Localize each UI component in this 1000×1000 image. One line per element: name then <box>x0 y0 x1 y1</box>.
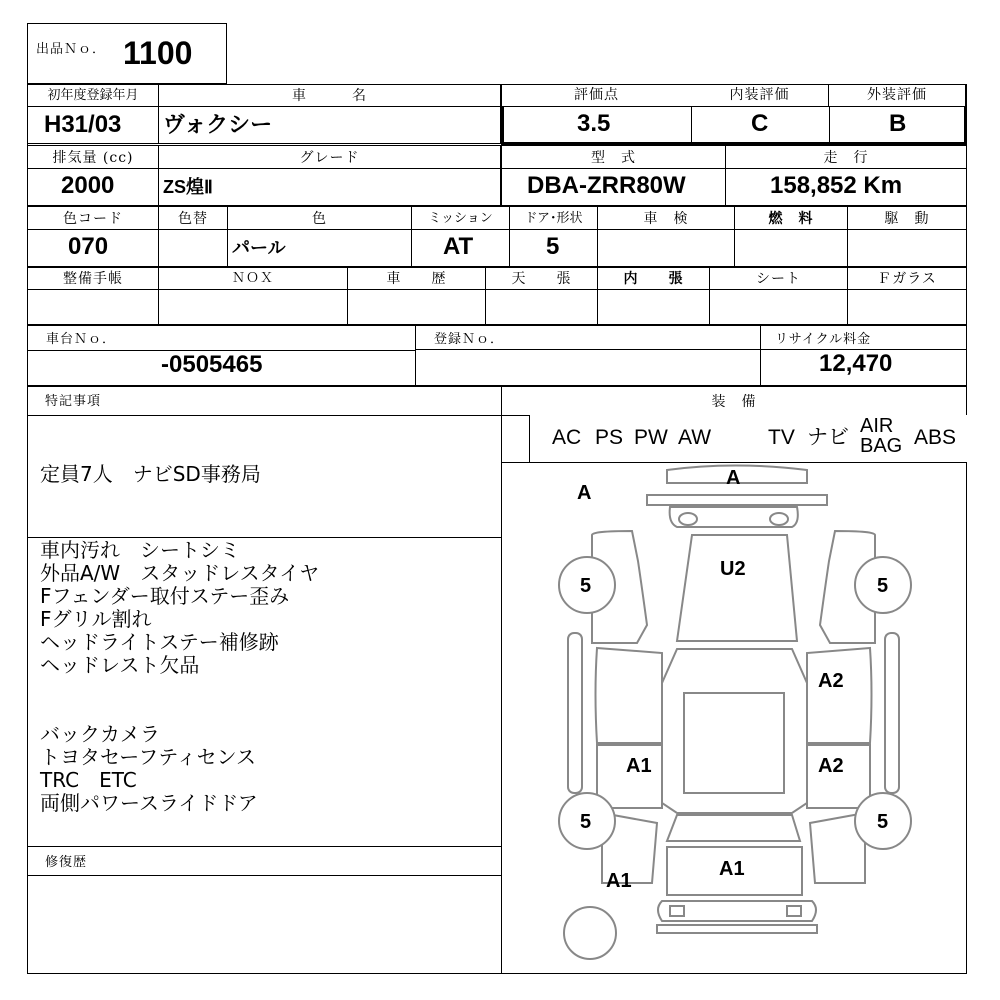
maint-label-cell <box>27 267 159 290</box>
cc-value-cell <box>27 168 159 206</box>
car-name-label-cell <box>158 84 501 107</box>
grade-value: ZS煌Ⅱ <box>163 177 213 197</box>
drive-label-cell <box>847 206 967 230</box>
mileage-value-cell <box>725 168 967 206</box>
recycle-value-cell <box>760 349 967 386</box>
mileage-value: 158,852 Km <box>770 172 903 199</box>
mark-front-left: A <box>577 482 592 504</box>
recolor-label: 色替 <box>178 211 208 227</box>
special-notes-line1: 定員7人 ナビSD事務局 <box>40 462 261 486</box>
equipment-item: AC <box>552 426 582 449</box>
seat-label: シート <box>756 271 801 287</box>
door-value-cell <box>509 229 598 267</box>
interior-trim-value-cell <box>597 289 710 325</box>
door-label: ドア･形状 <box>524 211 583 226</box>
roof-label-cell <box>485 267 598 290</box>
interior-trim-label: 内 張 <box>623 271 684 287</box>
recycle-fee-label: リサイクル料金 <box>775 332 872 347</box>
recolor-value-cell <box>158 229 228 267</box>
special-notes-label-cell <box>27 386 502 416</box>
mission-label: ミッション <box>428 211 493 226</box>
equipment-cell <box>529 415 547 463</box>
regno-label: 登録Ｎｏ． <box>434 332 505 347</box>
special-notes-cell <box>27 415 502 538</box>
mark-right-rear-door: A2 <box>818 755 844 777</box>
equipment-cell <box>546 415 586 463</box>
fuel-label: 燃 料 <box>768 211 814 227</box>
equipment-cell <box>908 415 967 463</box>
car-diagram-cell <box>501 462 967 974</box>
inspection-label-cell <box>597 206 735 230</box>
divider <box>691 107 692 143</box>
regno-value-cell <box>415 349 761 386</box>
interior-trim-label-cell <box>597 267 710 290</box>
mileage-label: 走 行 <box>823 150 869 166</box>
model-value-cell <box>501 168 726 206</box>
equipment-label-cell <box>501 386 967 416</box>
repair-history-label-cell <box>27 846 502 876</box>
grade-label-cell <box>158 145 501 169</box>
color-value-cell <box>227 229 412 267</box>
equipment-cell <box>717 415 765 463</box>
model-label: 型 式 <box>591 150 636 166</box>
special-notes-label: 特記事項 <box>45 394 102 409</box>
glass-label-cell <box>847 267 967 290</box>
equipment-cell <box>764 415 804 463</box>
spare-tire-icon <box>564 907 616 959</box>
score-value: 3.5 <box>577 110 611 137</box>
model-label-cell <box>501 145 726 169</box>
history-label: 車 歴 <box>386 271 447 287</box>
chassis-value-cell <box>27 350 416 386</box>
color-code-label: 色コード <box>63 211 123 227</box>
equipment-cell <box>855 415 909 463</box>
tire-rl-mark: 5 <box>580 811 592 833</box>
exterior-label-cell <box>829 85 965 107</box>
color-code-label-cell <box>27 206 159 230</box>
equipment-item: ABS <box>914 426 957 449</box>
nox-label: ＮＯＸ <box>231 271 274 286</box>
repair-history-cell <box>27 875 502 974</box>
exterior-grade-value: B <box>889 110 907 137</box>
car-diagram <box>502 463 966 973</box>
car-name-label: 車 名 <box>292 88 367 104</box>
roof-lining-label: 天 張 <box>511 271 572 287</box>
history-label-cell <box>347 267 486 290</box>
reg-date-label-cell <box>27 84 159 107</box>
regno-label-cell <box>415 325 761 350</box>
glass-value-cell <box>847 289 967 325</box>
mark-left-side: A1 <box>626 755 652 777</box>
repair-history-label: 修復歴 <box>45 855 88 870</box>
mark-rear-left: A1 <box>606 870 632 892</box>
tire-fr-mark: 5 <box>877 575 889 597</box>
reg-date-value: H31/03 <box>44 111 122 138</box>
fuel-value-cell <box>734 229 848 267</box>
nox-label-cell <box>158 267 348 290</box>
equipment-item: AW <box>678 426 712 449</box>
tire-rr-mark: 5 <box>877 811 889 833</box>
drive-value-cell <box>847 229 967 267</box>
equipment-item: TV <box>768 426 795 449</box>
color-value: パール <box>232 238 286 258</box>
recolor-label-cell <box>158 206 228 230</box>
listing-number-label: 出品Ｎｏ． <box>36 42 107 57</box>
equipment-cell <box>675 415 718 463</box>
grade-value-cell <box>158 168 501 206</box>
cc-value: 2000 <box>61 172 115 199</box>
equipment-cell <box>803 415 856 463</box>
equipment-cell <box>630 415 676 463</box>
equipment-item: PW <box>634 426 668 449</box>
equipment-item: ナビ <box>807 426 849 449</box>
equipment-item: AIR BAG <box>860 415 903 457</box>
model-value: DBA-ZRR80W <box>527 172 686 199</box>
car-name-value: ヴォクシー <box>163 112 273 137</box>
color-code-value: 070 <box>68 233 109 260</box>
mileage-label-cell <box>725 145 967 169</box>
equipment-item: PS <box>595 426 624 449</box>
grade-label: グレード <box>299 150 360 166</box>
roof-value-cell <box>485 289 598 325</box>
listing-number-value: 1100 <box>123 35 193 71</box>
interior-grade-value: C <box>751 110 769 137</box>
nox-value-cell <box>158 289 348 325</box>
mark-front-bumper: A <box>726 467 741 489</box>
reg-date-value-cell <box>27 106 159 144</box>
inspection-value-cell <box>597 229 735 267</box>
cc-label: 排気量 (cc) <box>52 150 134 166</box>
chassis-label-cell <box>27 325 416 350</box>
reg-date-label: 初年度登録年月 <box>47 88 139 103</box>
seat-value-cell <box>709 289 848 325</box>
color-label: 色 <box>312 211 327 227</box>
score-label-cell <box>502 85 692 107</box>
chassis-value: -0505465 <box>161 351 263 378</box>
interior-label-cell <box>691 85 829 107</box>
mission-label-cell <box>411 206 510 230</box>
door-label-cell <box>509 206 598 230</box>
mission-value-cell <box>411 229 510 267</box>
interior-grade-label: 内装評価 <box>729 87 790 103</box>
drive-label: 駆 動 <box>884 211 930 227</box>
chassis-label: 車台Ｎｏ． <box>46 332 117 347</box>
door-value: 5 <box>546 233 560 260</box>
condition-notes-text: 車内汚れ シートシミ 外品A/W スタッドレスタイヤ Fフェンダー取付ステー歪み Fグリル割れ ヘッドライトステー補修跡 ヘッドレスト欠品 バックカメラ トヨタセーフティセンス TRC ETC 両側パワースライドドア <box>40 538 320 815</box>
inspection-label: 車 検 <box>643 211 689 227</box>
mark-rear-glass: A1 <box>719 858 745 880</box>
history-value-cell <box>347 289 486 325</box>
car-name-value-cell <box>158 106 501 144</box>
color-label-cell <box>227 206 412 230</box>
color-code-value-cell <box>27 229 159 267</box>
maint-book-label: 整備手帳 <box>63 271 123 287</box>
listing-number-box <box>27 23 227 84</box>
mission-value: AT <box>443 233 474 260</box>
condition-notes-cell <box>27 537 502 847</box>
score-label: 評価点 <box>574 87 619 103</box>
cc-label-cell <box>27 145 159 169</box>
seat-label-cell <box>709 267 848 290</box>
front-glass-label: Ｆガラス <box>877 271 937 287</box>
tire-fl-mark: 5 <box>580 575 592 597</box>
divider <box>829 107 830 143</box>
equipment-cell <box>585 415 631 463</box>
exterior-grade-label: 外装評価 <box>867 87 927 103</box>
mark-right-front-door: A2 <box>818 670 844 692</box>
recycle-fee-value: 12,470 <box>819 350 893 377</box>
maint-value-cell <box>27 289 159 325</box>
equipment-label: 装 備 <box>711 394 757 410</box>
fuel-label-cell <box>734 206 848 230</box>
mark-windshield: U2 <box>720 558 746 580</box>
